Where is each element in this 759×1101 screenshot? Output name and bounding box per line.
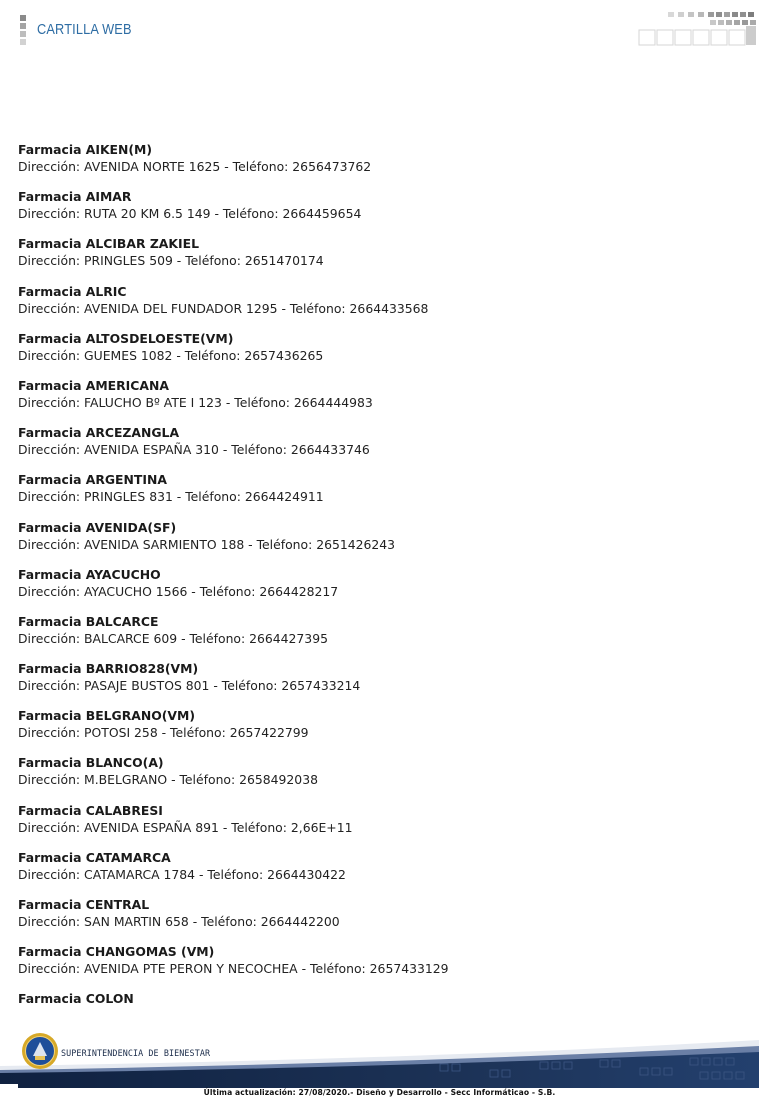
pharmacy-name: Farmacia CHANGOMAS (VM) [18, 944, 215, 960]
phone-value: 2664433568 [349, 300, 429, 316]
pharmacy-name: Farmacia ALCIBAR ZAKIEL [18, 236, 199, 252]
pharmacy-name: Farmacia AIMAR [18, 189, 132, 205]
phone-value: 2664428217 [259, 583, 339, 599]
pharmacy-name: Farmacia BARRIO828(VM) [18, 661, 199, 677]
pharmacy-entry [18, 849, 738, 896]
address-value: AYACUCHO 1566 [84, 583, 188, 599]
pharmacy-address: Dirección: RUTA 20 KM 6.5 149 - Teléfono: 2664459654 [18, 206, 362, 222]
phone-value: 2658492038 [239, 772, 318, 788]
address-value: AVENIDA SARMIENTO 188 [84, 536, 245, 552]
pharmacy-address: Dirección: AVENIDA PTE PERON Y NECOCHEA - Teléfono: 2657433129 [18, 961, 449, 977]
phone-value: 2664442200 [260, 914, 340, 929]
pharmacy-address: Dirección: FALUCHO Bº ATE I 123 - Teléfono: 2664444983 [18, 394, 373, 410]
pharmacy-address: Dirección: SAN MARTIN 658 - Teléfono: 2664442200 [18, 914, 340, 929]
pharmacy-name: Farmacia COLON [18, 991, 134, 1007]
pharmacy-name: Farmacia ALTOSDELOESTE(VM) [18, 330, 234, 346]
pharmacy-name: Farmacia ARGENTINA [18, 472, 167, 488]
pharmacy-entry [18, 188, 738, 235]
pharmacy-entry [18, 330, 738, 377]
pharmacy-entry [18, 471, 738, 518]
pharmacy-list [18, 141, 738, 1038]
pharmacy-entry [18, 424, 738, 471]
pharmacy-address: Dirección: BALCARCE 609 - Teléfono: 2664427395 [18, 630, 328, 646]
vertical-bars-icon [20, 15, 26, 47]
pharmacy-address: Dirección: AVENIDA DEL FUNDADOR 1295 - Teléfono: 2664433568 [18, 300, 429, 316]
phone-value: 2664430422 [267, 866, 346, 882]
address-value: AVENIDA DEL FUNDADOR 1295 [84, 300, 278, 316]
address-value: M.BELGRANO [84, 772, 168, 788]
address-value: BALCARCE 609 [84, 630, 178, 646]
pharmacy-entry [18, 754, 738, 801]
address-value: CATAMARCA 1784 [84, 866, 196, 882]
pharmacy-entry [18, 141, 738, 188]
pharmacy-entry [18, 377, 738, 424]
address-value: AVENIDA ESPAÑA 310 [84, 442, 219, 458]
pharmacy-address: Dirección: PRINGLES 509 - Teléfono: 2651470174 [18, 253, 324, 269]
address-value: GUEMES 1082 [84, 347, 173, 363]
phone-value: 2657422799 [229, 725, 309, 741]
pharmacy-address: Dirección: AVENIDA ESPAÑA 891 - Teléfono: 2,66E+11 [18, 819, 353, 835]
pharmacy-entry [18, 519, 738, 566]
pharmacy-name: Farmacia AVENIDA(SF) [18, 519, 177, 535]
address-value: PASAJE BUSTOS 801 [84, 678, 210, 694]
pharmacy-name: Farmacia CATAMARCA [18, 849, 171, 865]
pharmacy-entry [18, 613, 738, 660]
pharmacy-entry [18, 943, 738, 990]
address-value: SAN MARTIN 658 [84, 914, 189, 929]
phone-value: 2657433129 [369, 961, 449, 977]
pharmacy-address: Dirección: POTOSI 258 - Teléfono: 2657422799 [18, 725, 309, 741]
phone-value: 2664427395 [249, 630, 328, 646]
pharmacy-name: Farmacia CALABRESI [18, 802, 163, 818]
pharmacy-name: Farmacia BELGRANO(VM) [18, 708, 196, 724]
pharmacy-address: Dirección: PRINGLES 831 - Teléfono: 2664424911 [18, 489, 324, 505]
address-value: PRINGLES 509 [84, 253, 173, 269]
phone-value: 2656473762 [292, 159, 372, 174]
pharmacy-name: Farmacia AYACUCHO [18, 566, 161, 582]
address-value: PRINGLES 831 [84, 489, 173, 505]
footer-credit-line: Última actualización: 27/08/2020.- Diseño y Desarrollo - Secc Informáticao - S.B. [203, 1088, 556, 1097]
pharmacy-name: Farmacia AMERICANA [18, 377, 169, 393]
pharmacy-address: Dirección: CATAMARCA 1784 - Teléfono: 2664430422 [18, 866, 346, 882]
pharmacy-entry [18, 707, 738, 754]
address-value: AVENIDA PTE PERON Y NECOCHEA [84, 961, 298, 977]
phone-value: 2,66E+11 [290, 819, 353, 835]
address-value: FALUCHO Bº ATE I 123 [84, 394, 222, 410]
address-value: POTOSI 258 [84, 725, 158, 741]
pharmacy-entry [18, 802, 738, 849]
footer-organization-name: SUPERINTENDENCIA DE BIENESTAR [61, 1048, 211, 1058]
pharmacy-entry [18, 566, 738, 613]
pharmacy-name: Farmacia CENTRAL [18, 897, 150, 912]
phone-value: 2664433746 [290, 442, 370, 458]
pharmacy-address: Dirección: M.BELGRANO - Teléfono: 2658492038 [18, 772, 318, 788]
pharmacy-address: Dirección: AVENIDA ESPAÑA 310 - Teléfono: 2664433746 [18, 442, 370, 458]
institution-seal-icon [21, 1032, 59, 1070]
pharmacy-name: Farmacia BALCARCE [18, 613, 159, 629]
pharmacy-address: Dirección: PASAJE BUSTOS 801 - Teléfono: 2657433214 [18, 678, 361, 694]
pharmacy-address: Dirección: AYACUCHO 1566 - Teléfono: 2664428217 [18, 583, 339, 599]
pharmacy-name: Farmacia AIKEN(M) [18, 142, 153, 157]
page-footer [0, 1026, 759, 1101]
phone-value: 2651470174 [244, 253, 324, 269]
pharmacy-entry [18, 660, 738, 707]
phone-value: 2664424911 [244, 489, 324, 505]
pharmacy-address: Dirección: GUEMES 1082 - Teléfono: 2657436265 [18, 347, 324, 363]
pharmacy-entry [18, 235, 738, 282]
pharmacy-entry [18, 283, 738, 330]
address-value: AVENIDA NORTE 1625 [84, 159, 221, 174]
pharmacy-name: Farmacia BLANCO(A) [18, 755, 164, 771]
square-grid-icon [638, 12, 759, 48]
page-title: CARTILLA WEB [37, 21, 132, 38]
pharmacy-entry [18, 896, 738, 943]
phone-value: 2664459654 [282, 206, 362, 222]
phone-value: 2657433214 [281, 678, 361, 694]
address-value: RUTA 20 KM 6.5 149 [84, 206, 211, 222]
pharmacy-name: Farmacia ARCEZANGLA [18, 425, 180, 441]
page-header [0, 0, 759, 60]
pharmacy-address: Dirección: AVENIDA SARMIENTO 188 - Teléfono: 2651426243 [18, 536, 396, 552]
phone-value: 2657436265 [244, 347, 324, 363]
pharmacy-address: Dirección: AVENIDA NORTE 1625 - Teléfono: 2656473762 [18, 159, 372, 174]
phone-value: 2651426243 [316, 536, 396, 552]
phone-value: 2664444983 [293, 394, 373, 410]
address-value: AVENIDA ESPAÑA 891 [84, 819, 219, 835]
pharmacy-name: Farmacia ALRIC [18, 283, 127, 299]
